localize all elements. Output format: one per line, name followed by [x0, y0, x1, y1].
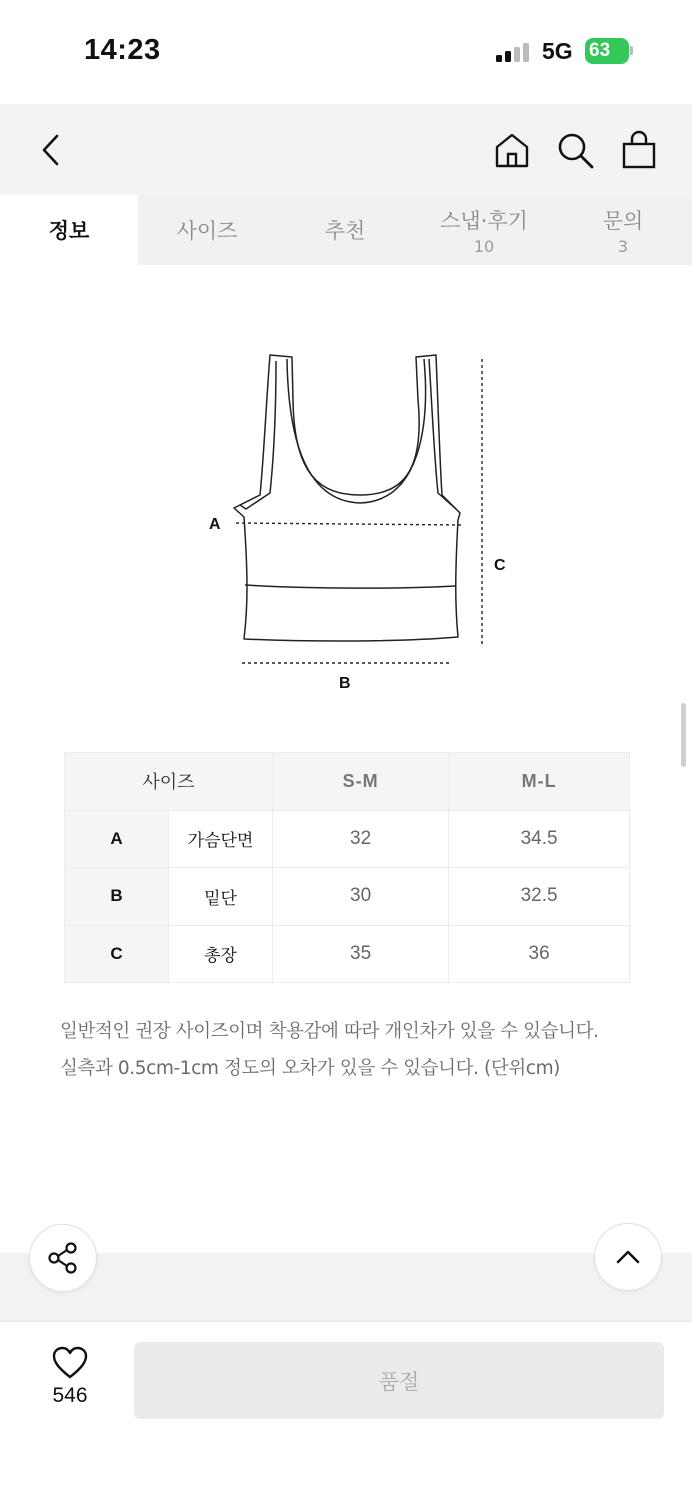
crop-top-illustration	[200, 345, 520, 705]
tab-bar	[0, 195, 692, 265]
table-row	[65, 810, 630, 868]
signal-icon	[496, 42, 529, 62]
status-time: 14:23	[84, 34, 161, 66]
bottom-bar	[0, 1321, 692, 1500]
note-line: 일반적인 권장 사이즈이며 착용감에 따라 개인차가 있을 수 있습니다.	[60, 1021, 599, 1042]
row-value-s-m: 30	[273, 868, 449, 926]
clipped-text-line	[88, 262, 588, 268]
row-key: B	[65, 868, 169, 926]
tab-count: 3	[617, 236, 629, 256]
tab-count: 10	[473, 236, 495, 256]
row-value-s-m: 35	[273, 925, 449, 983]
note-line: 실측과 0.5cm-1cm 정도의 오차가 있을 수 있습니다. (단위cm)	[60, 1058, 561, 1079]
tab-recommend[interactable]	[276, 195, 414, 265]
table-row	[65, 925, 630, 983]
size-diagram	[200, 345, 520, 705]
chevron-up-icon	[614, 1247, 642, 1267]
tab-label: 추천	[324, 219, 366, 243]
cart-button[interactable]	[617, 128, 661, 172]
search-button[interactable]	[553, 128, 597, 172]
share-icon	[46, 1241, 80, 1275]
network-type: 5G	[542, 38, 573, 64]
label-c: C	[494, 557, 506, 574]
tab-size[interactable]	[138, 195, 276, 265]
row-value-m-l: 32.5	[449, 868, 630, 926]
sold-out-button[interactable]	[134, 1342, 664, 1419]
row-part: 가슴단면	[169, 810, 273, 868]
share-button[interactable]	[29, 1224, 97, 1292]
size-note	[60, 1013, 660, 1087]
row-key: A	[65, 810, 169, 868]
tab-label: 스냅·후기	[440, 208, 528, 233]
heart-icon	[51, 1346, 89, 1380]
scrollbar[interactable]	[681, 703, 686, 767]
tab-info[interactable]	[0, 195, 138, 265]
table-header-row	[65, 753, 630, 811]
tab-label: 문의	[602, 208, 644, 233]
row-part: 밑단	[169, 868, 273, 926]
tab-snap-review[interactable]	[414, 195, 554, 265]
like-count: 546	[52, 1384, 88, 1407]
like-button[interactable]	[30, 1346, 110, 1416]
label-b: B	[339, 675, 351, 692]
home-button[interactable]	[490, 128, 534, 172]
shopping-bag-icon	[620, 130, 658, 170]
home-icon	[492, 130, 532, 170]
chevron-left-icon	[39, 133, 61, 167]
table-header-s-m: S-M	[273, 753, 449, 811]
size-table	[64, 752, 630, 983]
search-icon	[555, 130, 595, 170]
back-button[interactable]	[28, 128, 72, 172]
row-value-m-l: 34.5	[449, 810, 630, 868]
row-part: 총장	[169, 925, 273, 983]
sold-out-label: 품절	[378, 1369, 420, 1394]
battery-level: 63	[589, 40, 611, 61]
scroll-top-button[interactable]	[594, 1223, 662, 1291]
tab-label: 정보	[48, 219, 90, 243]
row-value-m-l: 36	[449, 925, 630, 983]
tab-label: 사이즈	[176, 219, 238, 243]
row-key: C	[65, 925, 169, 983]
row-value-s-m: 32	[273, 810, 449, 868]
table-row	[65, 868, 630, 926]
table-header-m-l: M-L	[449, 753, 630, 811]
label-a: A	[209, 516, 221, 533]
battery-icon	[585, 38, 629, 64]
nav-bar	[0, 104, 692, 195]
battery-tip	[630, 46, 633, 55]
footer-band	[0, 1253, 692, 1321]
table-header-size: 사이즈	[65, 753, 273, 811]
status-bar	[0, 0, 692, 104]
tab-inquiry[interactable]	[554, 195, 692, 265]
